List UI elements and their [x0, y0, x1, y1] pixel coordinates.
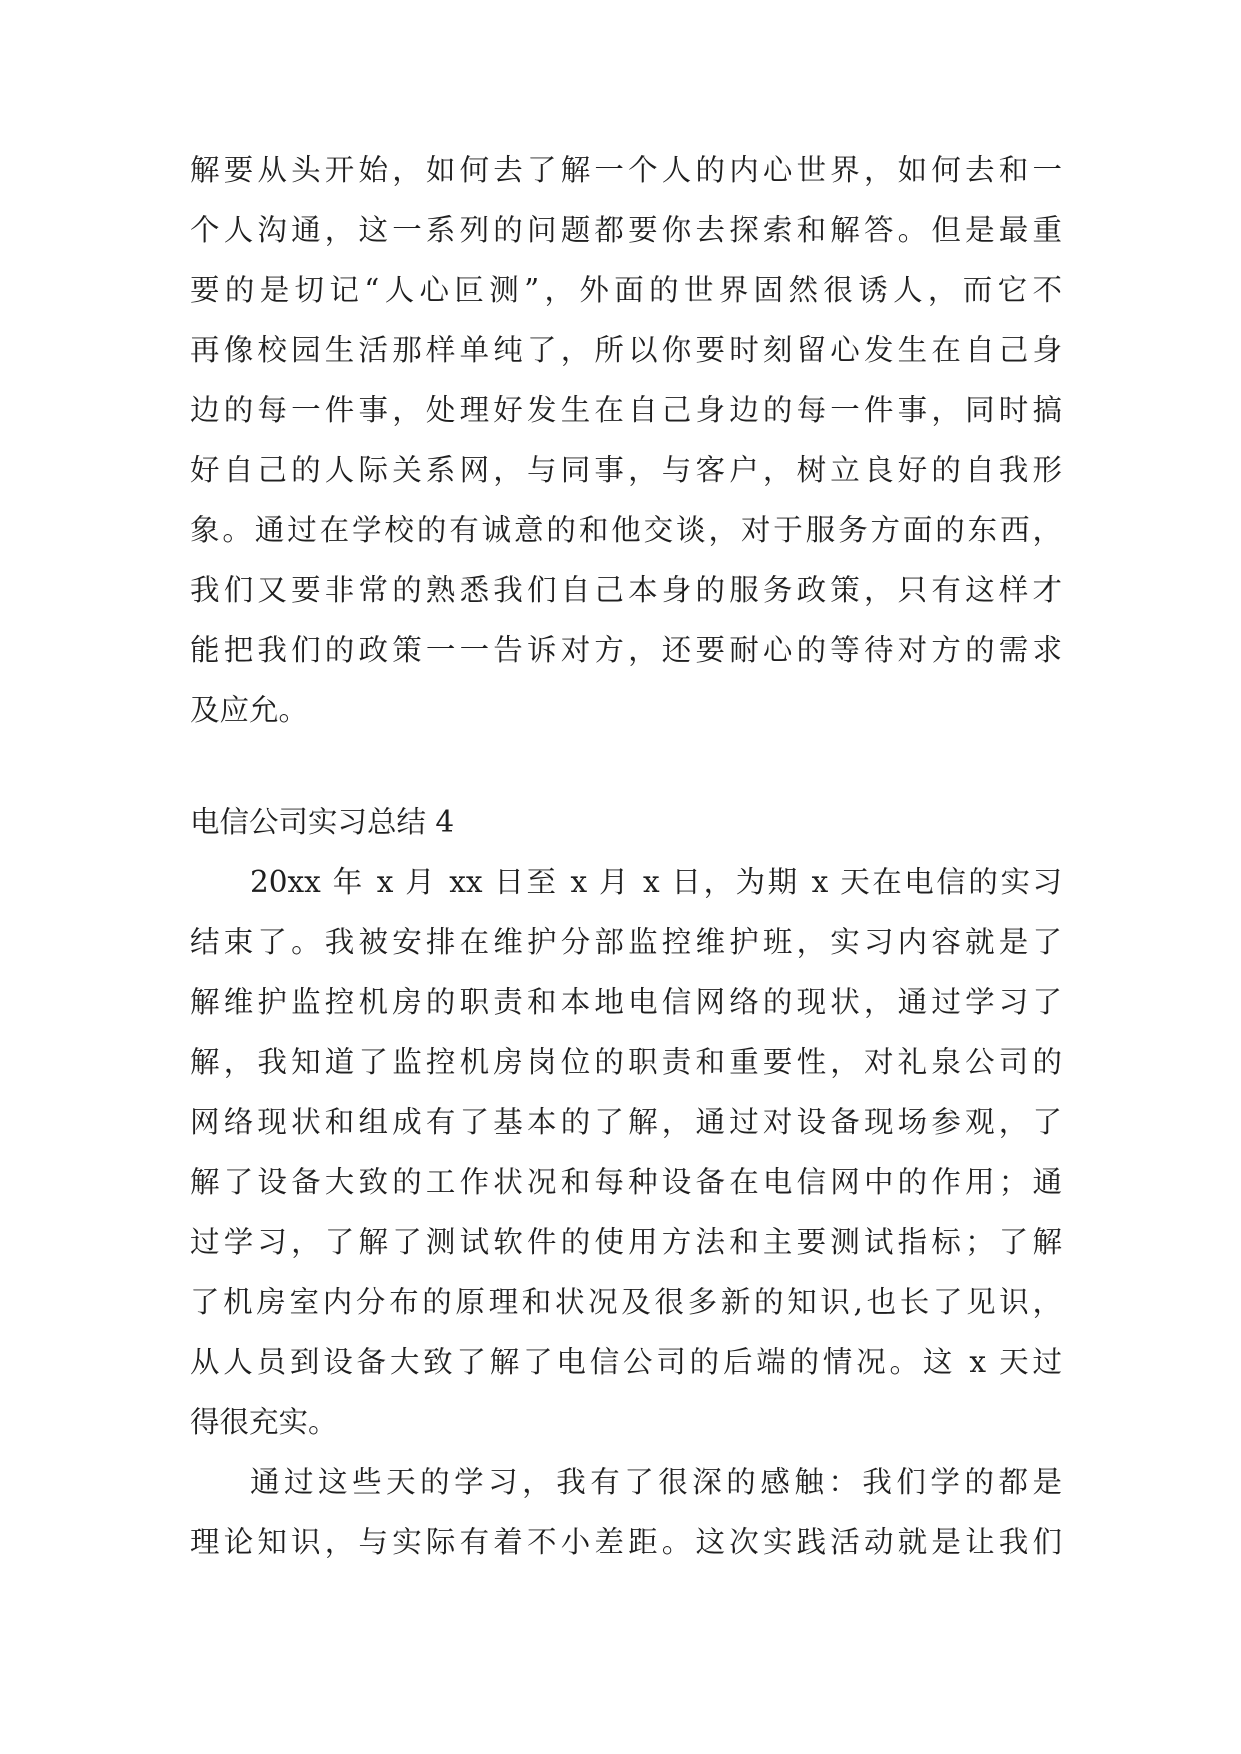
section-2-paragraph-1: [190, 852, 1062, 1452]
text-line: 边的每一件事，处理好发生在自己身边的每一件事，同时搞: [190, 393, 1062, 427]
text-line: 通过这些天的学习，我有了很深的感触：我们学的都是: [250, 1465, 1062, 1499]
text-line: 要的是切记“人心叵测”，外面的世界固然很诱人，而它不: [190, 273, 1062, 307]
text-line: 个人沟通，这一系列的问题都要你去探索和解答。但是最重: [190, 213, 1062, 247]
text-line: 从人员到设备大致了解了电信公司的后端的情况。这 x 天过: [190, 1345, 1062, 1379]
section-gap: [190, 740, 1062, 792]
text-line: 象。通过在学校的有诚意的和他交谈，对于服务方面的东西，: [190, 513, 1062, 547]
text-line: 了机房室内分布的原理和状况及很多新的知识,也长了见识，: [190, 1285, 1062, 1319]
text-line: 网络现状和组成有了基本的了解，通过对设备现场参观，了: [190, 1105, 1062, 1139]
section-title: 电信公司实习总结 4: [190, 805, 455, 839]
text-line: 解要从头开始，如何去了解一个人的内心世界，如何去和一: [190, 153, 1062, 187]
text-line: 解了设备大致的工作状况和每种设备在电信网中的作用；通: [190, 1165, 1062, 1199]
text-line: 结束了。我被安排在维护分部监控维护班，实习内容就是了: [190, 925, 1062, 959]
text-line: 得很充实。: [190, 1405, 338, 1439]
text-line: 我们又要非常的熟悉我们自己本身的服务政策，只有这样才: [190, 573, 1062, 607]
text-line: 过学习，了解了测试软件的使用方法和主要测试指标；了解: [190, 1225, 1062, 1259]
section-2-paragraph-2: [190, 1452, 1062, 1572]
text-line: 好自己的人际关系网，与同事，与客户，树立良好的自我形: [190, 453, 1062, 487]
text-line: 20xx 年 x 月 xx 日至 x 月 x 日，为期 x 天在电信的实习: [250, 865, 1062, 899]
document-page: [190, 140, 1062, 1572]
text-line: 理论知识，与实际有着不小差距。这次实践活动就是让我们: [190, 1525, 1062, 1559]
text-line: 解维护监控机房的职责和本地电信网络的现状，通过学习了: [190, 985, 1062, 1019]
text-line: 能把我们的政策一一告诉对方，还要耐心的等待对方的需求: [190, 633, 1062, 667]
text-line: 再像校园生活那样单纯了，所以你要时刻留心发生在自己身: [190, 333, 1062, 367]
text-line: 及应允。: [190, 693, 309, 727]
text-line: 解，我知道了监控机房岗位的职责和重要性，对礼泉公司的: [190, 1045, 1062, 1079]
section-1-paragraph: [190, 140, 1062, 740]
